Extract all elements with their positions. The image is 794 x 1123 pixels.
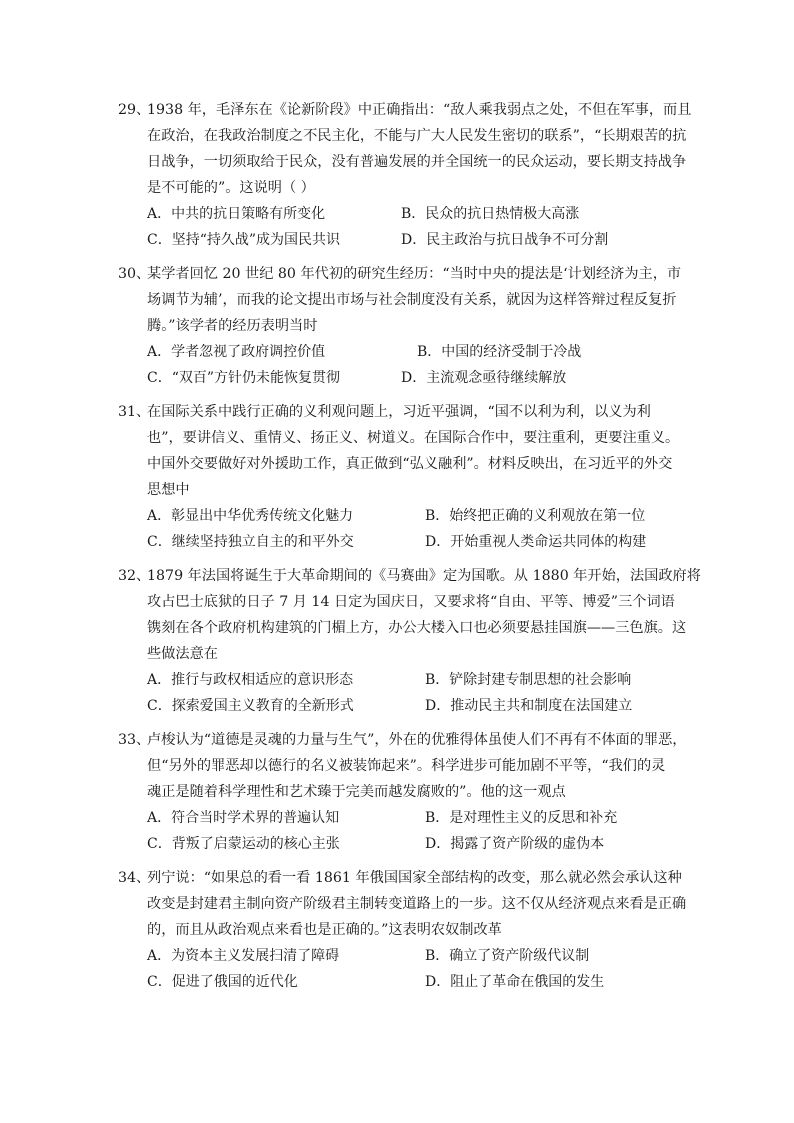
stem-line: 也”，要讲信义、重情义、扬正义、树道义。在国际合作中，要注重利，更要注重义。: [147, 430, 680, 446]
option-a: A．彰显出中华优秀传统文化魅力: [147, 508, 354, 524]
options: [147, 943, 681, 995]
question-number: 31、: [118, 404, 151, 420]
stem-line: 思想中: [147, 482, 190, 498]
option-c: C．探索爱国主义教育的全新形式: [147, 698, 354, 714]
option-a: A．中共的抗日策略有所变化: [147, 206, 326, 222]
question-number: 33、: [118, 732, 151, 748]
question-stem: [147, 97, 692, 201]
option-d: D．开始重视人类命运共同体的构建: [425, 534, 647, 550]
question-32: [118, 563, 701, 719]
stem-line: 日战争，一切须取给于民众，没有普遍发展的并全国统一的民众运动，要长期支持战争: [147, 154, 687, 170]
options: [147, 201, 681, 253]
stem-line: 的，而且从政治观点来看也是正确的。”这表明农奴制改革: [147, 922, 502, 938]
question-stem: [147, 727, 687, 805]
question-number: 30、: [118, 266, 151, 282]
stem-line: 但“另外的罪恶却以德行的名义被装饰起来”。科学进步可能加剧不平等，“我们的灵: [147, 758, 666, 774]
option-b: B．始终把正确的义利观放在第一位: [425, 508, 646, 524]
option-a: A．为资本主义发展扫清了障碍: [147, 948, 340, 964]
options: [147, 339, 681, 391]
stem-line: 是不可能的”。这说明（ ）: [147, 180, 315, 196]
option-c: C．促进了俄国的近代化: [147, 974, 298, 990]
stem-line: 魂正是随着科学理性和艺术臻于完美而越发腐败的”。他的这一观点: [147, 784, 566, 800]
stem-line: 列宁说：“如果总的看一看 1861 年俄国国家全部结构的改变，那么就必然会承认这种: [147, 870, 682, 886]
option-d: D．阻止了革命在俄国的发生: [425, 974, 605, 990]
option-a: A．符合当时学术界的普遍认知: [147, 810, 340, 826]
options: [147, 667, 681, 719]
question-31: [118, 399, 681, 555]
stem-line: 改变是封建君主制向资产阶级君主制转变道路上的一步。这不仅从经济观点来看是正确: [147, 896, 687, 912]
stem-line: 在国际关系中践行正确的义利观问题上，习近平强调，“国不以利为利，以义为利: [147, 404, 651, 420]
option-b: B．铲除封建专制思想的社会影响: [425, 672, 632, 688]
option-d: D．推动民主共和制度在法国建立: [425, 698, 633, 714]
question-29: [118, 97, 692, 253]
option-c: C．“双百”方针仍未能恢复贯彻: [147, 370, 341, 386]
stem-line: 场调节为辅’，而我的论文提出市场与社会制度没有关系，就因为这样答辩过程反复折: [147, 292, 677, 308]
question-number: 32、: [118, 568, 151, 584]
stem-line: 镌刻在各个政府机构建筑的门楣上方，办公大楼入口也必须要悬挂国旗——三色旗。这: [147, 620, 687, 636]
question-33: [118, 727, 687, 857]
option-c: C．背叛了启蒙运动的核心主张: [147, 836, 340, 852]
option-b: B．民众的抗日热情极大高涨: [401, 206, 580, 222]
question-stem: [147, 865, 687, 943]
question-stem: [147, 261, 681, 339]
option-d: D．揭露了资产阶级的虚伪本: [425, 836, 605, 852]
option-d: D．主流观念亟待继续解放: [401, 370, 567, 386]
question-number: 29、: [118, 102, 151, 118]
question-34: [118, 865, 687, 995]
option-a: A．推行与政权相适应的意识形态: [147, 672, 354, 688]
options: [147, 503, 681, 555]
stem-line: 某学者回忆 20 世纪 80 年代初的研究生经历：“当时中央的提法是‘计划经济为主，市: [147, 266, 682, 282]
question-30: [118, 261, 682, 391]
option-b: B．是对理性主义的反思和补充: [425, 810, 618, 826]
options: [147, 805, 681, 857]
question-number: 34、: [118, 870, 151, 886]
option-c: C．继续坚持独立自主的和平外交: [147, 534, 354, 550]
question-stem: [147, 563, 701, 667]
option-b: B．确立了资产阶级代议制: [425, 948, 590, 964]
stem-line: 1879 年法国将诞生于大革命期间的《马赛曲》定为国歌。从 1880 年开始，法国政府将: [147, 568, 701, 584]
stem-line: 卢梭认为“道德是灵魂的力量与生气”，外在的优雅得体虽使人们不再有不体面的罪恶，: [147, 732, 687, 748]
option-d: D．民主政治与抗日战争不可分割: [401, 232, 609, 248]
stem-line: 1938 年，毛泽东在《论新阶段》中正确指出：“敌人乘我弱点之处，不但在军事，而且: [147, 102, 692, 118]
stem-line: 在政治，在我政治制度之不民主化，不能与广大人民发生密切的联系”，“长期艰苦的抗: [147, 128, 687, 144]
stem-line: 中国外交要做好对外援助工作，真正做到“弘义融利”。材料反映出，在习近平的外交: [147, 456, 673, 472]
option-c: C．坚持“持久战”成为国民共识: [147, 232, 341, 248]
stem-line: 腾。”该学者的经历表明当时: [147, 318, 318, 334]
question-stem: [147, 399, 681, 503]
option-b: B．中国的经济受制于冷战: [417, 344, 582, 360]
stem-line: 些做法意在: [147, 646, 218, 662]
option-a: A．学者忽视了政府调控价值: [147, 344, 326, 360]
stem-line: 攻占巴士底狱的日子 7 月 14 日定为国庆日，又要求将“自由、平等、博爱”三个词语: [147, 594, 675, 610]
